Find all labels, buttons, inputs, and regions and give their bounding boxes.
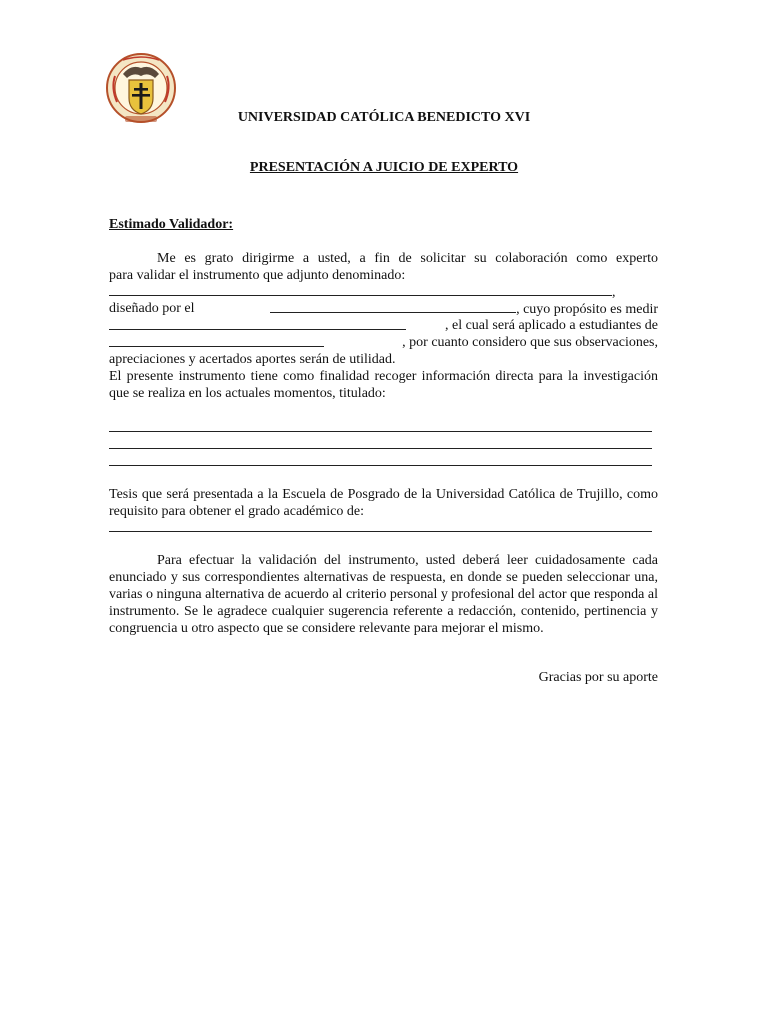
research-title-line-3[interactable] xyxy=(109,465,652,466)
document-title: PRESENTACIÓN A JUICIO DE EXPERTO xyxy=(249,160,519,175)
because-row xyxy=(109,334,658,351)
comma-text: , xyxy=(612,285,616,300)
author-blank[interactable] xyxy=(270,300,516,313)
intro-line-2: para validar el instrumento que adjunto denominado: xyxy=(109,268,406,283)
students-blank[interactable] xyxy=(109,334,324,347)
purpose-text: , cuyo propósito es medir xyxy=(516,302,658,317)
purpose-paragraph: El presente instrumento tiene como finalidad recoger información directa para la investigación que se realiza en los actuales momentos, titulado: xyxy=(109,369,658,401)
applied-to-text: , el cual será aplicado a estudiantes de xyxy=(444,318,658,333)
applied-row xyxy=(109,317,658,334)
appreciations-text: apreciaciones y acertados aportes serán de utilidad. xyxy=(109,352,396,367)
designed-by-row xyxy=(109,300,658,318)
instrument-name-blank[interactable] xyxy=(109,283,612,296)
validation-paragraph: Para efectuar la validación del instrumento, usted deberá leer cuidadosamente cada enunciado y sus correspondientes alternativas de respuesta, en donde se pueden seleccionar una, varias o ninguna alternativa de acuerdo al criterio personal y profesional del actor que responda al instrumento. Se le agradece cualquier sugerencia referente a redacción, contenido, pertinencia y congruencia u otro aspecto que se considere relevante para mejorar el mismo. xyxy=(109,553,658,636)
closing-text: Gracias por su aporte xyxy=(538,670,658,685)
research-title-line-2[interactable] xyxy=(109,448,652,449)
university-name: UNIVERSIDAD CATÓLICA BENEDICTO XVI xyxy=(237,110,531,125)
academic-degree-line[interactable] xyxy=(109,531,652,532)
thesis-paragraph: Tesis que será presentada a la Escuela de Posgrado de la Universidad Católica de Trujillo, como requisito para obtener el grado académico de: xyxy=(109,487,658,519)
designed-by-text: diseñado por el xyxy=(109,301,195,316)
purpose-blank[interactable] xyxy=(109,317,406,330)
research-title-line-1[interactable] xyxy=(109,431,652,432)
intro-line-1: Me es grato dirigirme a usted, a fin de solicitar su colaboración como experto xyxy=(157,251,658,266)
greeting: Estimado Validador: xyxy=(109,217,234,232)
because-text: , por cuanto considero que sus observaciones, xyxy=(402,335,658,350)
instrument-name-row xyxy=(109,283,658,301)
